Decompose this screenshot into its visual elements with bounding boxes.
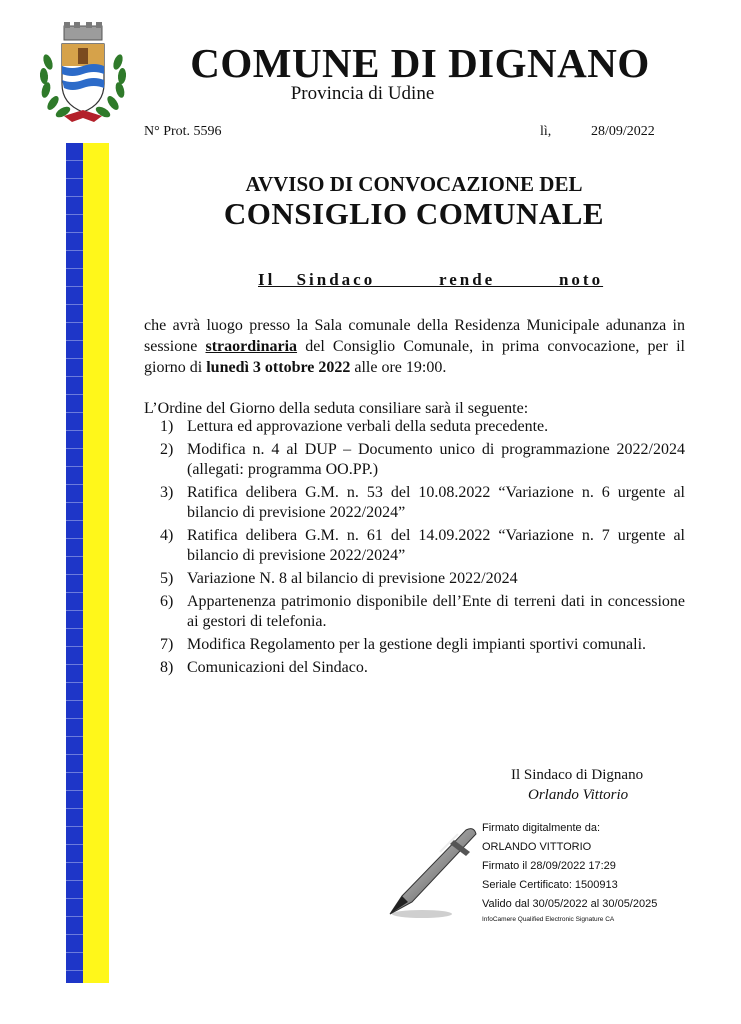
session-type: straordinaria: [205, 338, 298, 355]
announcement-line: Il Sindaco rende noto: [258, 270, 604, 289]
digital-signature-block: [482, 819, 657, 926]
agenda-item: [160, 483, 685, 523]
agenda-item-text: Variazione N. 8 al bilancio di previsione 2022/2024: [187, 570, 518, 587]
agenda-item: [160, 526, 685, 566]
agenda-item-text: Ratifica delibera G.M. n. 61 del 14.09.2022 “Variazione n. 7 urgente al bilancio di previsione 2022/2024”: [187, 527, 685, 564]
municipality-title: COMUNE DI DIGNANO: [190, 40, 650, 86]
agenda-list: [160, 417, 685, 681]
agenda-item: [160, 440, 685, 480]
signatory-name: Orlando Vittorio: [528, 787, 629, 803]
agenda-item-number: 1): [160, 418, 174, 435]
agenda-item-number: 8): [160, 659, 174, 676]
agenda-item-number: 6): [160, 593, 174, 610]
agenda-item: [160, 635, 685, 655]
agenda-item-number: 2): [160, 441, 174, 458]
agenda-item-text: Comunicazioni del Sindaco.: [187, 659, 368, 676]
digital-signature-signer: ORLANDO VITTORIO: [482, 841, 592, 853]
notice-heading-line2: CONSIGLIO COMUNALE: [223, 196, 605, 231]
paragraph-text-2: del Consiglio Comunale, in prima convocazione, per il giorno di: [144, 338, 685, 376]
agenda-intro: L’Ordine del Giorno della seduta consiliare sarà il seguente:: [144, 400, 529, 417]
agenda-item-text: Modifica n. 4 al DUP – Documento unico di programmazione 2022/2024 (allegati: programma OO.PP.): [187, 441, 685, 478]
agenda-item-number: 7): [160, 636, 174, 653]
digital-signature-serial: Seriale Certificato: 1500913: [482, 879, 618, 891]
agenda-item-number: 5): [160, 570, 174, 587]
agenda-item-number: 4): [160, 527, 174, 544]
flag-stripe-yellow: [83, 143, 109, 983]
paragraph-text-3: alle ore 19:00.: [350, 359, 447, 376]
convocation-paragraph: [144, 315, 685, 378]
protocol-number: N° Prot. 5596: [144, 124, 222, 139]
date-place: lì,: [540, 124, 552, 139]
paragraph-text-1: che avrà luogo presso la Sala comunale della Residenza Municipale adunanza in sessione: [144, 317, 685, 355]
digital-signature-timestamp: Firmato il 28/09/2022 17:29: [482, 860, 616, 872]
notice-heading-line1: AVVISO DI CONVOCAZIONE DEL: [245, 172, 583, 196]
agenda-item-text: Lettura ed approvazione verbali della seduta precedente.: [187, 418, 549, 435]
agenda-item: [160, 417, 685, 437]
agenda-item-text: Appartenenza patrimonio disponibile dell’Ente di terreni dati in concessione ai gestori di telefonia.: [187, 593, 685, 630]
agenda-item: [160, 592, 685, 632]
agenda-item-text: Ratifica delibera G.M. n. 53 del 10.08.2022 “Variazione n. 6 urgente al bilancio di previsione 2022/2024”: [187, 484, 685, 521]
agenda-item-text: Modifica Regolamento per la gestione degli impianti sportivi comunali.: [187, 636, 647, 653]
meeting-date: lunedì 3 ottobre 2022: [206, 359, 351, 376]
digital-signature-ca: InfoCamere Qualified Electronic Signature CA: [482, 916, 615, 923]
flag-stripe-blue: [66, 143, 83, 983]
document-date: 28/09/2022: [591, 124, 655, 139]
province-subtitle: Provincia di Udine: [290, 83, 435, 104]
signatory-role: Il Sindaco di Dignano: [511, 767, 644, 783]
digital-signature-validity: Valido dal 30/05/2022 al 30/05/2025: [482, 898, 658, 910]
digital-signature-label: Firmato digitalmente da:: [482, 822, 600, 834]
municipal-crest-icon: [34, 22, 132, 128]
pen-icon: [380, 822, 480, 922]
agenda-item: [160, 658, 685, 678]
agenda-item: [160, 569, 685, 589]
agenda-item-number: 3): [160, 484, 174, 501]
